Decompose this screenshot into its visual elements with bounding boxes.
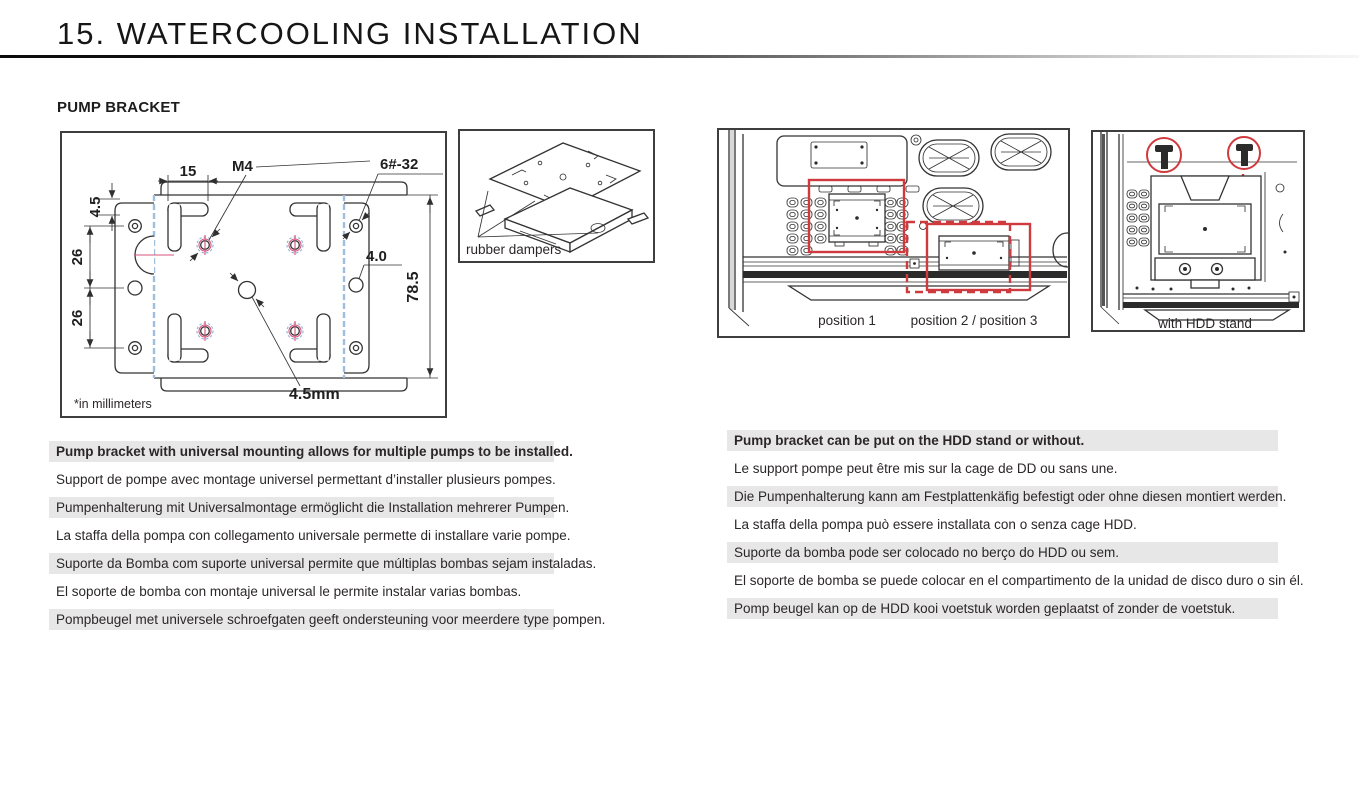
page-title: 15. WATERCOOLING INSTALLATION	[57, 16, 643, 51]
text-line-pt: Suporte da Bomba com suporte universal permite que múltiplas bombas sejam instaladas.	[49, 553, 554, 574]
svg-text:26: 26	[69, 248, 86, 266]
bracket-position-1	[829, 194, 885, 246]
dim-hole-pitch	[69, 226, 124, 348]
units-note: *in millimeters	[74, 397, 152, 411]
hdd-stand-drawing	[1151, 176, 1261, 288]
text-line-nl: Pompbeugel met universele schroefgaten geeft ondersteuning voor meerdere type pompen.	[49, 609, 554, 630]
svg-text:4.5mm: 4.5mm	[289, 386, 340, 403]
flange-holes-right	[349, 220, 363, 355]
svg-text:4.0: 4.0	[366, 248, 387, 265]
svg-text:26: 26	[69, 309, 86, 327]
thumbscrew	[1236, 144, 1253, 166]
hdd-stand-text-block	[727, 430, 1304, 626]
bracket-position-2-3	[939, 236, 1019, 270]
svg-text:4.5: 4.5	[87, 196, 104, 218]
flange-holes-left	[128, 220, 142, 355]
text-line-it: La staffa della pompa può essere installata con o senza cage HDD.	[734, 517, 1137, 532]
dim-height	[405, 195, 438, 378]
title-divider	[0, 55, 1359, 58]
text-line-de: Pumpenhalterung mit Universalmontage ermöglicht die Installation mehrerer Pumpen.	[49, 497, 554, 518]
thumbscrew	[1155, 145, 1173, 169]
pump-bracket-drawing	[62, 133, 445, 416]
text-line-es: El soporte de bomba con montaje universal le permite instalar varias bombas.	[56, 584, 522, 599]
text-line-it: La staffa della pompa con collegamento universale permette di installare varie pompe.	[56, 528, 571, 543]
text-line-fr: Le support pompe peut être mis sur la cage de DD ou sans une.	[734, 461, 1118, 476]
rubber-dampers-label: rubber dampers	[466, 242, 562, 257]
text-line-en: Pump bracket can be put on the HDD stand or without.	[727, 430, 1278, 451]
hdd-stand-caption: with HDD stand	[1158, 316, 1252, 330]
position-1-caption: position 1	[818, 313, 876, 328]
svg-text:6#-32: 6#-32	[380, 156, 419, 173]
pump-bracket-diagram	[60, 131, 447, 418]
hdd-stand-figure	[1091, 130, 1305, 332]
text-line-fr: Support de pompe avec montage universel permettant d’installer plusieurs pompes.	[56, 472, 556, 487]
grommet-grid	[1127, 190, 1149, 246]
text-line-pt: Suporte da bomba pode ser colocado no berço do HDD ou sem.	[727, 542, 1278, 563]
text-line-en: Pump bracket with universal mounting allows for multiple pumps to be installed.	[49, 441, 554, 462]
section-heading: PUMP BRACKET	[57, 99, 180, 116]
dim-side-hole	[359, 248, 402, 279]
svg-text:78.5: 78.5	[405, 271, 422, 303]
text-line-de: Die Pumpenhalterung kann am Festplattenkäfig befestigt oder ohne diesen montiert werden.	[727, 486, 1278, 507]
svg-text:15: 15	[179, 163, 197, 180]
text-line-nl: Pomp beugel kan op de HDD kooi voetstuk worden geplaatst of zonder de voetstuk.	[727, 598, 1278, 619]
position-figure	[717, 128, 1070, 338]
center-hole	[239, 282, 256, 299]
position-2-3-caption: position 2 / position 3	[910, 313, 1038, 328]
svg-text:M4: M4	[232, 158, 253, 175]
rubber-dampers-figure	[458, 129, 655, 263]
pump-bracket-text-block	[49, 441, 606, 637]
text-line-es: El soporte de bomba se puede colocar en el compartimento de la unidad de disco duro o sin él.	[734, 573, 1304, 588]
